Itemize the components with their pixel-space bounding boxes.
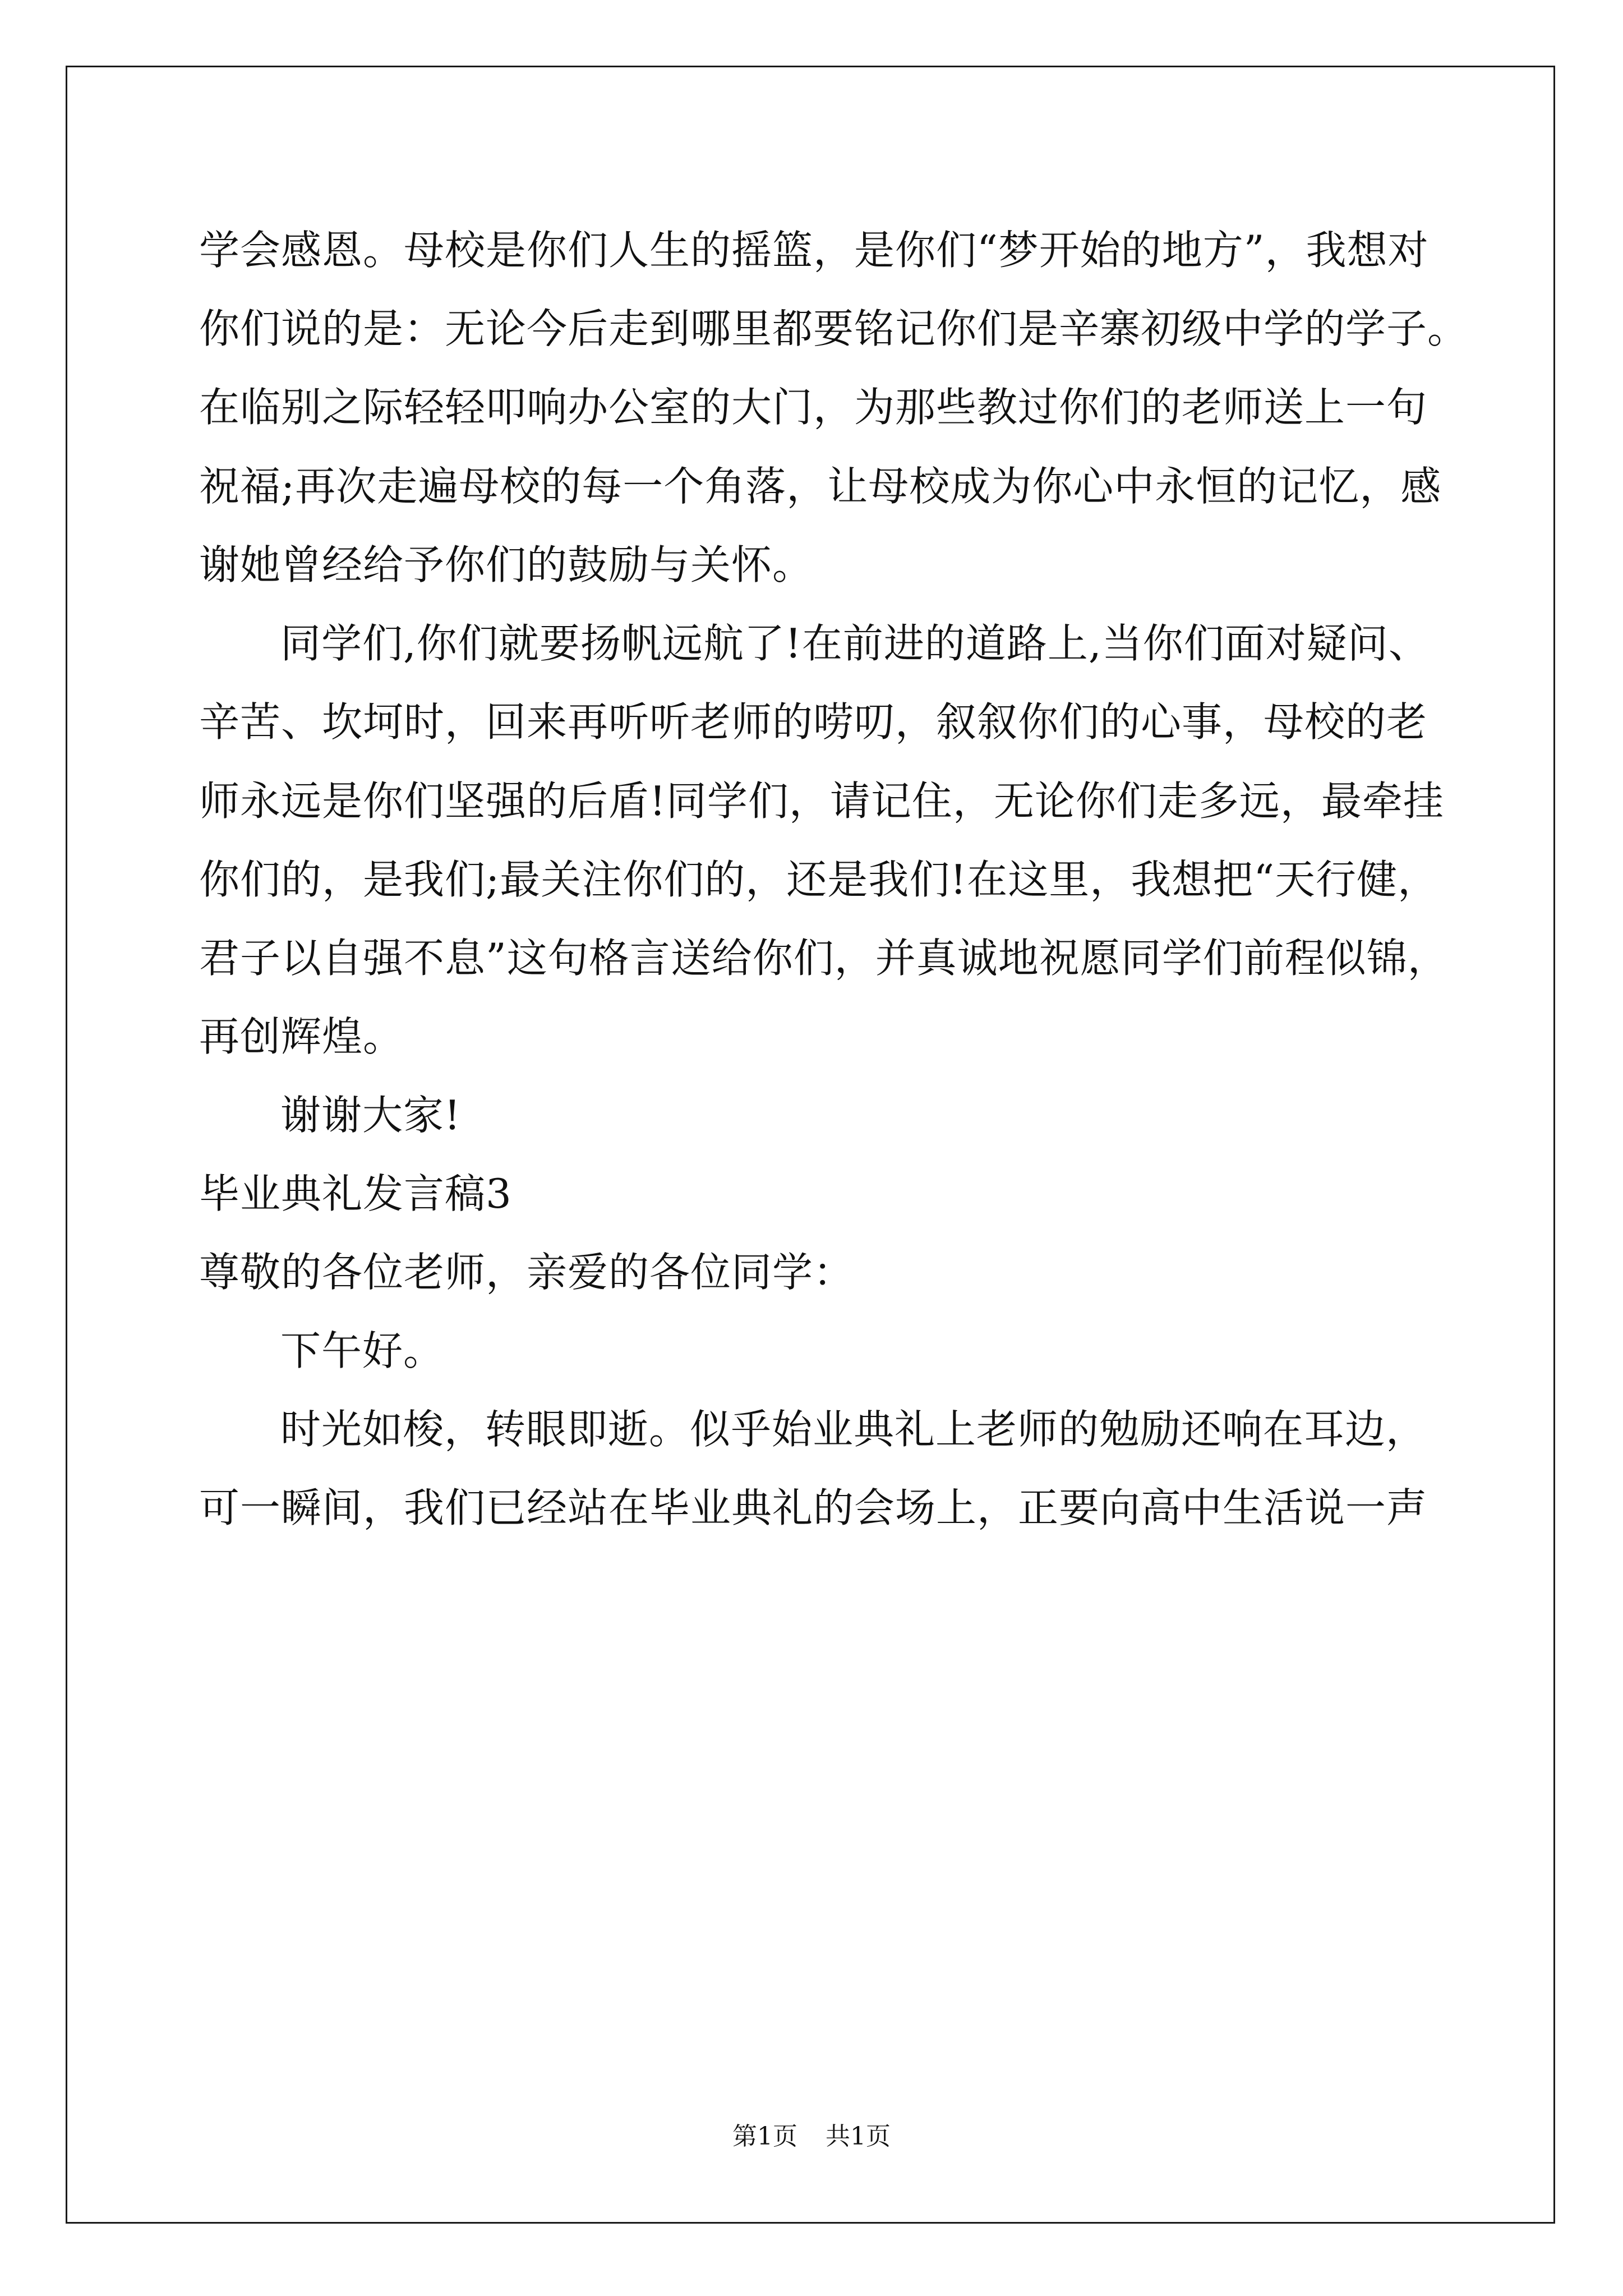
text-line: 学会感恩。母校是你们人生的摇篮，是你们“梦开始的地方”，我想对	[199, 227, 1429, 274]
text-line: 谢她曾经给予你们的鼓励与关怀。	[199, 541, 814, 588]
page-number: 第1页	[732, 2122, 797, 2151]
text-line: 师永远是你们坚强的后盾!同学们，请记住，无论你们走多远，最牵挂	[199, 777, 1444, 825]
text-line: 时光如梭，转眼即逝。似乎始业典礼上老师的勉励还响在耳边，	[280, 1406, 1427, 1453]
page-footer	[0, 2124, 1623, 2149]
text-line: 再创辉煌。	[199, 1013, 404, 1060]
section-heading: 毕业典礼发言稿3	[199, 1170, 512, 1217]
text-line: 你们的，是我们;最关注你们的，还是我们!在这里，我想把“天行健，	[199, 856, 1439, 903]
text-line: 你们说的是：无论今后走到哪里都要铭记你们是辛寨初级中学的学子。	[199, 305, 1469, 352]
text-line: 同学们,你们就要扬帆远航了!在前进的道路上,当你们面对疑问、	[280, 620, 1430, 667]
page-total: 共1页	[826, 2122, 891, 2151]
salutation: 尊敬的各位老师，亲爱的各位同学：	[199, 1249, 855, 1296]
text-line: 辛苦、坎坷时，回来再听听老师的唠叨，叙叙你们的心事，母校的老	[199, 698, 1428, 746]
text-line: 谢谢大家!	[280, 1092, 461, 1139]
text-line: 可一瞬间，我们已经站在毕业典礼的会场上，正要向高中生活说一声	[199, 1484, 1428, 1531]
text-line: 祝福;再次走遍母校的每一个角落，让母校成为你心中永恒的记忆，感	[199, 463, 1442, 510]
text-line: 君子以自强不息”这句格言送给你们，并真诚地祝愿同学们前程似锦，	[199, 935, 1449, 982]
greeting: 下午好。	[280, 1327, 445, 1374]
text-line: 在临别之际轻轻叩响办公室的大门，为那些教过你们的老师送上一句	[199, 384, 1428, 431]
